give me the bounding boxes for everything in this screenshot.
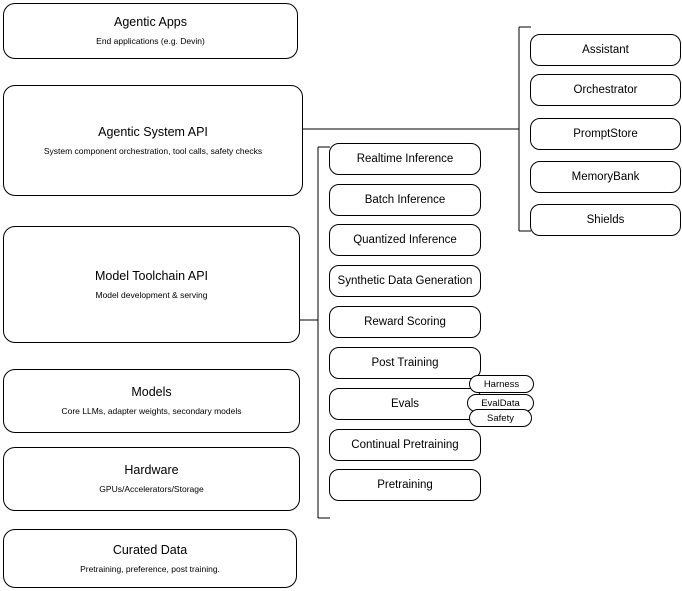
component-synthetic-data-generation[interactable]: Synthetic Data Generation [329, 265, 481, 297]
layer-subtitle: GPUs/Accelerators/Storage [99, 484, 204, 494]
component-batch-inference[interactable]: Batch Inference [329, 184, 481, 216]
layer-title: Agentic Apps [114, 15, 187, 29]
component-evaldata[interactable]: EvalData [467, 394, 534, 412]
layer-subtitle: Model development & serving [95, 289, 208, 300]
layer-agentic-system-api[interactable] [3, 85, 303, 196]
component-shields[interactable]: Shields [530, 204, 681, 236]
component-continual-pretraining[interactable]: Continual Pretraining [329, 429, 481, 461]
layer-models[interactable] [3, 369, 300, 433]
component-assistant[interactable]: Assistant [530, 34, 681, 66]
layer-hardware[interactable] [3, 447, 300, 511]
component-memorybank[interactable]: MemoryBank [530, 161, 681, 193]
component-reward-scoring[interactable]: Reward Scoring [329, 306, 481, 338]
layer-title: Agentic System API [98, 124, 208, 139]
layer-title: Models [131, 385, 172, 399]
component-orchestrator[interactable]: Orchestrator [530, 74, 681, 106]
layer-subtitle: End applications (e.g. Devin) [96, 36, 205, 46]
component-promptstore[interactable]: PromptStore [530, 118, 681, 150]
layer-title: Model Toolchain API [94, 268, 209, 283]
layer-title: Hardware [124, 463, 179, 477]
component-realtime-inference[interactable]: Realtime Inference [329, 143, 481, 175]
component-pretraining[interactable]: Pretraining [329, 469, 481, 501]
layer-model-toolchain-api[interactable] [3, 226, 300, 343]
layer-subtitle: System component orchestration, tool calls, safety checks [43, 145, 263, 156]
layer-subtitle: Core LLMs, adapter weights, secondary models [61, 406, 242, 416]
component-safety[interactable]: Safety [469, 409, 532, 427]
layer-subtitle: Pretraining, preference, post training. [80, 563, 220, 574]
layer-title: Curated Data [112, 542, 188, 557]
component-post-training[interactable]: Post Training [329, 347, 481, 379]
component-evals[interactable]: Evals [329, 388, 481, 420]
component-quantized-inference[interactable]: Quantized Inference [329, 224, 481, 256]
layer-curated-data[interactable] [3, 529, 297, 588]
component-harness[interactable]: Harness [469, 375, 534, 393]
layer-agentic-apps[interactable] [3, 3, 298, 59]
